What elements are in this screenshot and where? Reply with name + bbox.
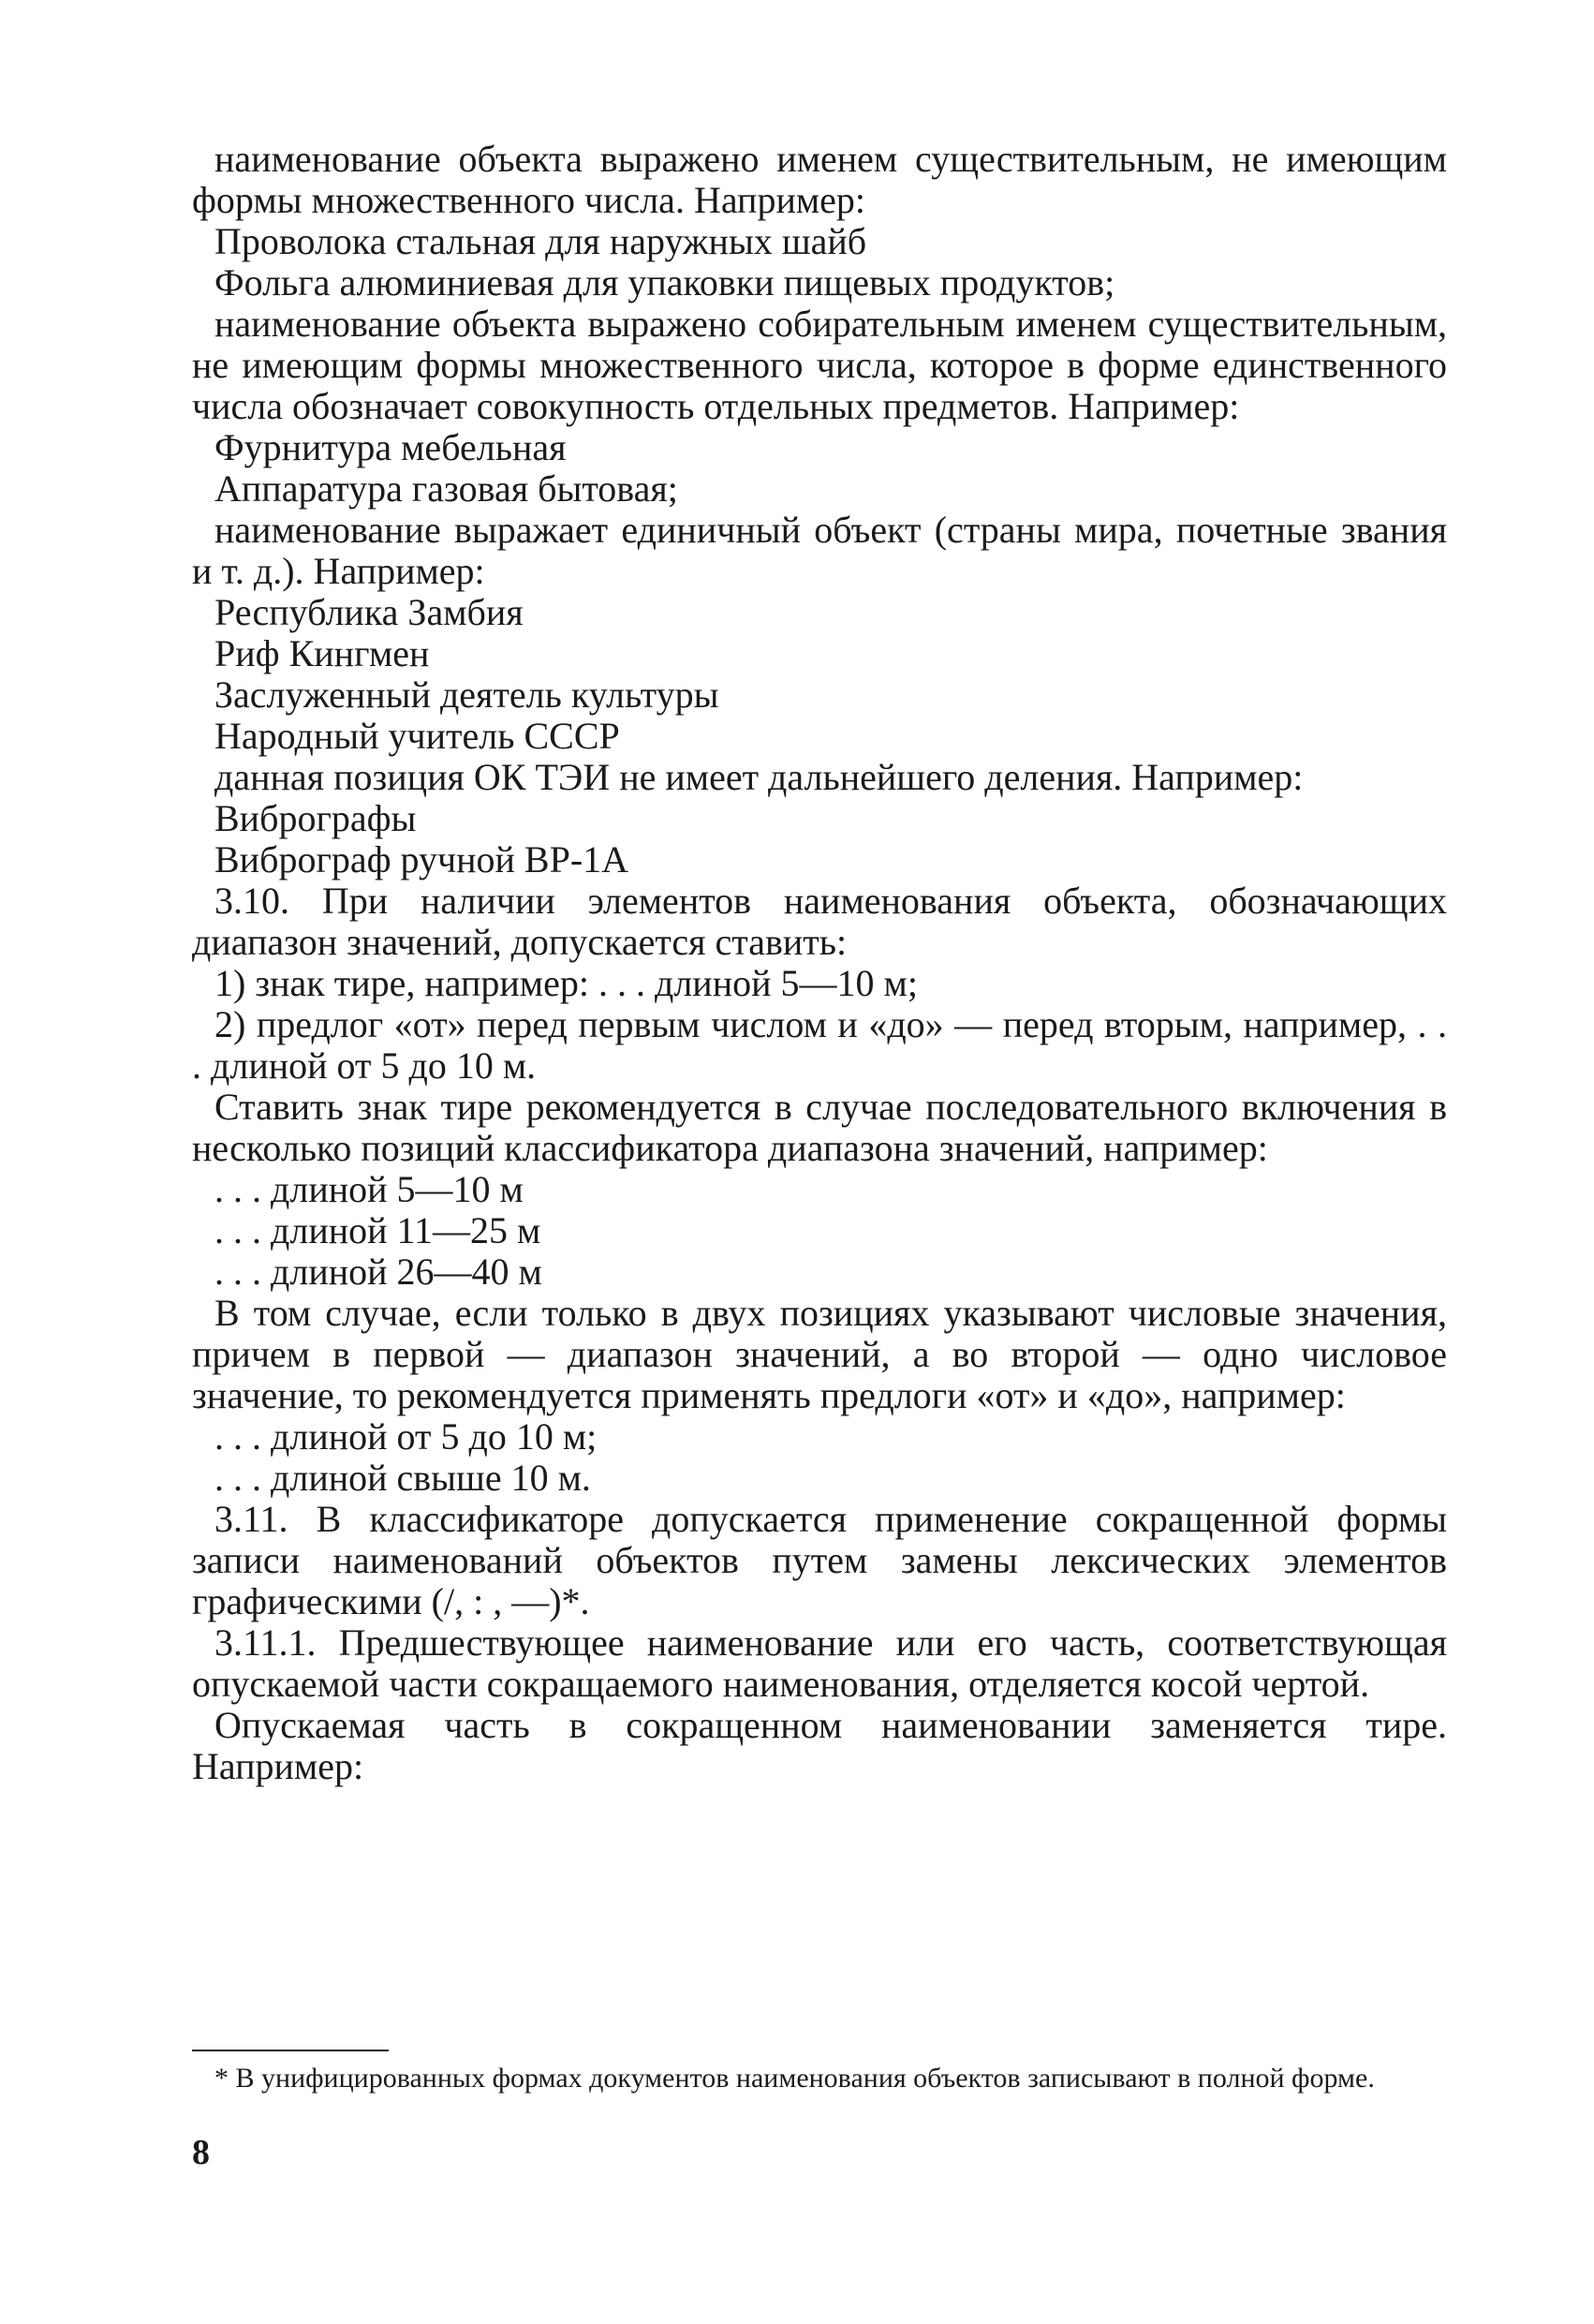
- paragraph: 2) предлог «от» перед первым числом и «до» — перед вторым, например, . . . длиной от 5 до 10 м.: [192, 1003, 1447, 1087]
- page-number: 8: [192, 2133, 210, 2172]
- paragraph: В том случае, если только в двух позициях указывают числовые значения, причем в первой — диапазон значений, а во второй — одно числовое значение, то рекомендуется применять предлоги «от» и «до», например:: [192, 1292, 1447, 1416]
- example-line: 1) знак тире, например: . . . длиной 5—10 м;: [214, 962, 918, 1004]
- body-text: [192, 139, 1447, 1787]
- example-line: . . . длиной свыше 10 м.: [214, 1457, 591, 1499]
- example-line: Аппаратура газовая бытовая;: [214, 467, 678, 510]
- example-line: Виброграф ручной ВР-1А: [214, 838, 629, 881]
- paragraph: 3.11. В классификаторе допускается применение сокращенной формы записи наименований объектов путем замены лексических элементов графическими (/, : , —)*.: [192, 1498, 1447, 1622]
- example-line: Заслуженный деятель культуры: [214, 674, 719, 716]
- example-line: . . . длиной 26—40 м: [214, 1251, 542, 1293]
- example-line: . . . длиной от 5 до 10 м;: [214, 1415, 598, 1458]
- paragraph: данная позиция ОК ТЭИ не имеет дальнейшего деления. Например:: [214, 756, 1304, 798]
- example-line: Республика Замбия: [214, 591, 524, 633]
- paragraph: 3.10. При наличии элементов наименования объекта, обозначающих диапазон значений, допускается ставить:: [192, 880, 1447, 963]
- footnote: * В унифицированных формах документов наименования объектов записывают в полной форме.: [214, 2063, 1375, 2094]
- example-line: . . . длиной 5—10 м: [214, 1168, 524, 1210]
- example-line: Народный учитель СССР: [214, 715, 620, 757]
- example-line: Проволока стальная для наружных шайб: [214, 220, 867, 262]
- paragraph: Опускаемая часть в сокращенном наименовании заменяется тире. Например:: [192, 1704, 1447, 1787]
- example-line: . . . длиной 11—25 м: [214, 1209, 541, 1251]
- paragraph: Ставить знак тире рекомендуется в случае последовательного включения в несколько позиций классификатора диапазона значений, например:: [192, 1086, 1447, 1169]
- example-line: Риф Кингмен: [214, 632, 430, 674]
- paragraph: наименование выражает единичный объект (страны мира, почетные звания и т. д.). Например:: [192, 509, 1447, 592]
- example-line: Фольга алюминиевая для упаковки пищевых продуктов;: [214, 261, 1115, 303]
- paragraph: наименование объекта выражено именем существительным, не имеющим формы множественного числа. Например:: [192, 138, 1447, 221]
- paragraph: наименование объекта выражено собирательным именем существительным, не имеющим формы множественного числа, которое в форме единственного числа обозначает совокупность отдельных предметов. Например:: [192, 303, 1447, 427]
- example-line: Фурнитура мебельная: [214, 426, 567, 468]
- footnote-divider: [192, 2050, 389, 2051]
- paragraph: 3.11.1. Предшествующее наименование или его часть, соответствующая опускаемой части сокращаемого наименования, отделяется косой чертой.: [192, 1621, 1447, 1705]
- example-line: Вибрографы: [214, 797, 417, 839]
